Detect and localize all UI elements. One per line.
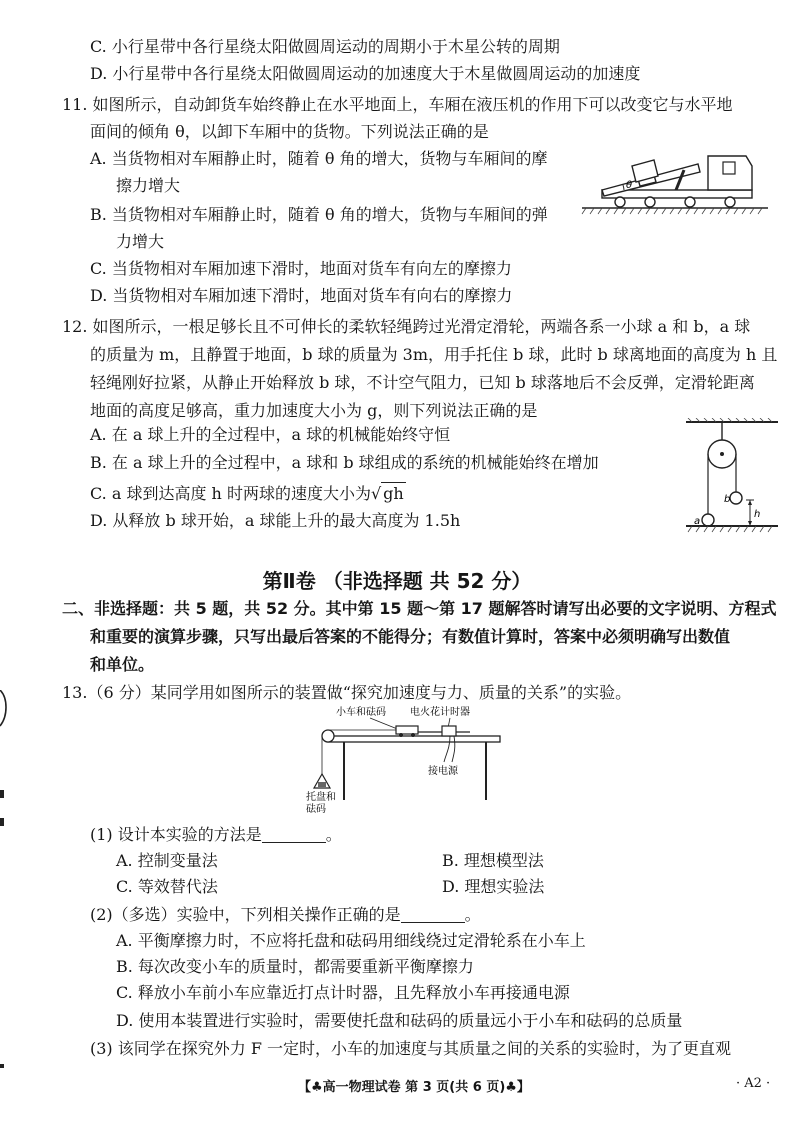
part2-title: 第Ⅱ卷 （非选择题 共 52 分）: [262, 569, 532, 593]
q13-part1: [90, 824, 342, 846]
answer-blank-1[interactable]: [262, 826, 326, 843]
answer-blank-2[interactable]: [401, 906, 465, 923]
tray-label-line1: 托盘和: [306, 792, 336, 803]
q12-stem-line1: 12. 如图所示，一根足够长且不可伸长的柔软轻绳跨过光滑定滑轮，两端各系一小球 a 和 b，a 球: [62, 317, 751, 336]
pulley-figure: [684, 418, 780, 538]
page-code: · A2 ·: [736, 1076, 771, 1091]
q13-p2-option-b: B. 每次改变小车的质量时，都需要重新平衡摩擦力: [116, 957, 474, 976]
q13-part2-text: (2)（多选）实验中，下列相关操作正确的是: [90, 905, 401, 924]
q13-p1-option-a: A. 控制变量法: [116, 851, 218, 870]
q12-stem-line3: 轻绳刚好拉紧，从静止开始释放 b 球，不计空气阻力，已知 b 球落地后不会反弹，定滑轮距离: [90, 373, 755, 392]
ball-a-label: a: [694, 516, 701, 527]
q13-p1-option-c: C. 等效替代法: [116, 877, 218, 896]
q11-option-a: A. 当货物相对车厢静止时，随着 θ 角的增大，货物与车厢间的摩: [90, 149, 548, 168]
q13-part1-text: (1) 设计本实验的方法是: [90, 825, 262, 844]
q13-p1-option-d: D. 理想实验法: [442, 877, 545, 896]
q11-option-c: C. 当货物相对车厢加速下滑时，地面对货车有向左的摩擦力: [90, 259, 512, 278]
apparatus-figure: [300, 704, 510, 816]
q12-option-c-text: C. a 球到达高度 h 时两球的速度大小为: [90, 484, 371, 503]
q13-part3: (3) 该同学在探究外力 F 一定时，小车的加速度与其质量之间的关系的实验时，为了更直观: [90, 1039, 732, 1058]
part2-intro-line3: 和单位。: [90, 655, 155, 674]
page-footer: 【♣高一物理试卷 第 3 页(共 6 页)♣】: [298, 1080, 530, 1095]
q12-option-c: C. a 球到达高度 h 时两球的速度大小为√ gh: [90, 484, 404, 503]
part2-intro-line2: 和重要的演算步骤，只写出最后答案的不能得分；有数值计算时，答案中必须明确写出数值: [90, 627, 731, 646]
q11-option-d: D. 当货物相对车厢加速下滑时，地面对货车有向右的摩擦力: [90, 286, 513, 305]
q13-part2-end: 。: [464, 905, 481, 924]
q11-option-b: B. 当货物相对车厢静止时，随着 θ 角的增大，货物与车厢间的弹: [90, 205, 548, 224]
dump-truck-figure: [580, 140, 770, 218]
q13-part1-end: 。: [325, 825, 342, 844]
q10-option-d: D. 小行星带中各行星绕太阳做圆周运动的加速度大于木星做圆周运动的加速度: [90, 64, 641, 83]
q12-option-d: D. 从释放 b 球开始，a 球能上升的最大高度为 1.5h: [90, 511, 461, 530]
q10-option-c: C. 小行星带中各行星绕太阳做圆周运动的周期小于木星公转的周期: [90, 37, 560, 56]
q11-stem-line1: 11. 如图所示，自动卸货车始终静止在水平地面上，车厢在液压机的作用下可以改变它与水平地: [62, 95, 733, 114]
sqrt-gh: gh: [383, 484, 404, 503]
q11-stem-line2: 面间的倾角 θ，以卸下车厢中的货物。下列说法正确的是: [90, 122, 489, 141]
height-label: h: [754, 509, 761, 520]
q13-p2-option-d: D. 使用本装置进行实验时，需要使托盘和砝码的质量远小于小车和砝码的总质量: [116, 1011, 683, 1030]
q12-option-b: B. 在 a 球上升的全过程中，a 球和 b 球组成的系统的机械能始终在增加: [90, 453, 599, 472]
q11-option-a-cont: 擦力增大: [116, 176, 181, 195]
q12-stem-line4: 地面的高度足够高，重力加速度大小为 g，则下列说法正确的是: [90, 401, 538, 420]
q13-p2-option-c: C. 释放小车前小车应靠近打点计时器，且先释放小车再接通电源: [116, 983, 570, 1002]
q11-option-b-cont: 力增大: [116, 232, 165, 251]
q13-p2-option-a: A. 平衡摩擦力时，不应将托盘和砝码用细线绕过定滑轮系在小车上: [116, 931, 586, 950]
q12-option-a: A. 在 a 球上升的全过程中，a 球的机械能始终守恒: [90, 425, 451, 444]
timer-label: 电火花计时器: [410, 707, 470, 718]
cart-label: 小车和砝码: [336, 707, 386, 718]
q13-stem: 13.（6 分）某同学用如图所示的装置做“探究加速度与力、质量的关系”的实验。: [62, 683, 632, 702]
q13-p1-option-b: B. 理想模型法: [442, 851, 544, 870]
q13-part2: [90, 904, 481, 926]
part2-intro-line1: 二、非选择题：共 5 题，共 52 分。其中第 15 题～第 17 题解答时请写出必要的文字说明、方程式: [62, 599, 777, 618]
theta-label: θ: [626, 180, 633, 191]
ball-b-label: b: [724, 494, 731, 505]
power-label: 接电源: [428, 766, 458, 777]
binding-edge-marks: [0, 690, 10, 1090]
q12-stem-line2: 的质量为 m，且静置于地面，b 球的质量为 3m，用手托住 b 球，此时 b 球离地面的高度为 h 且: [90, 345, 778, 364]
tray-label-line2: 砝码: [306, 804, 326, 815]
